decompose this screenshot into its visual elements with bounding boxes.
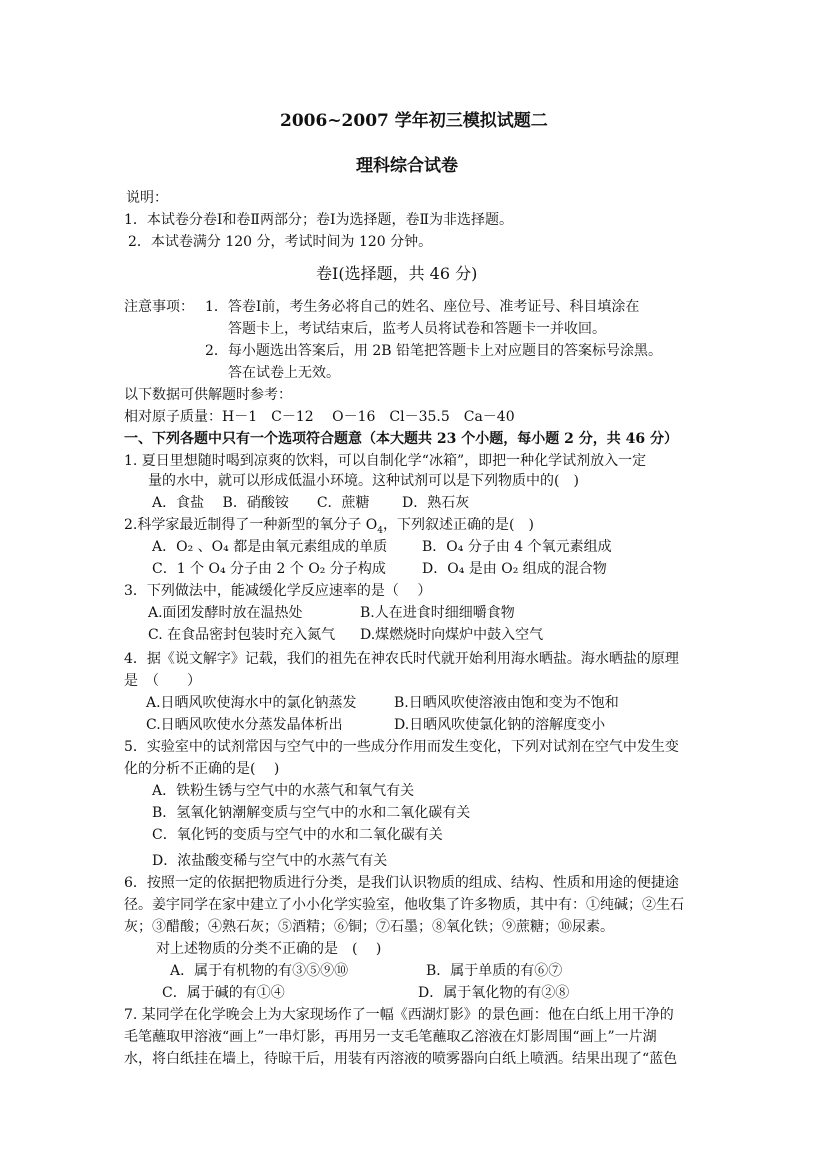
q5-stem-line-1: 5．实验室中的试剂常因与空气中的一些成分作用而发生变化，下列对试剂在空气中发生变 (124, 739, 679, 755)
q3-option-b: B.人在进食时细细嚼食物 (360, 605, 515, 621)
q4-stem-line-1: 4．据《说文解字》记载，我们的祖先在神农氏时代就开始利用海水晒盐。海水晒盐的原理 (124, 651, 679, 667)
q3-option-c: C. 在食品密封包装时充入氮气 (148, 627, 336, 643)
q5-option-b: B．氢氧化钠潮解变质与空气中的水和二氧化碳有关 (152, 805, 471, 821)
q6-option-c: C．属于碱的有①④ (162, 985, 285, 1001)
q1-stem-line-1: 1. 夏日里想随时喝到凉爽的饮料，可以自制化学“冰箱”，即把一种化学试剂放入一定 (124, 453, 647, 469)
q1-options: A．食盐 B．硝酸铵 C．蔗糖 D．熟石灰 (152, 495, 470, 511)
q3-option-d: D.煤燃烧时向煤炉中鼓入空气 (360, 627, 544, 643)
q6-stem-line-3: 灰；③醋酸；④熟石灰；⑤酒精；⑥铜；⑦石墨；⑧氧化铁；⑨蔗糖；⑩尿素。 (124, 919, 614, 935)
q2-option-d: D．O₄ 是由 O₂ 组成的混合物 (422, 561, 607, 577)
attention-label: 注意事项： (124, 299, 194, 315)
q4-option-d: D.日晒风吹使氯化钠的溶解度变小 (394, 717, 606, 733)
q5-option-c: C．氧化钙的变质与空气中的水和二氧化碳有关 (152, 827, 443, 843)
q2-option-b: B．O₄ 分子由 4 个氧元素组成 (422, 539, 612, 555)
q7-stem-line-2: 毛笔蘸取甲溶液“画上”一串灯影，再用另一支毛笔蘸取乙溶液在灯影周围“画上”一片湖 (124, 1029, 657, 1045)
part-one-heading: 一、下列各题中只有一个选项符合题意（本大题共 23 个小题，每小题 2 分，共 46 分） (124, 431, 678, 447)
page-title: 2006~2007 学年初三模拟试题二 (280, 111, 548, 131)
q3-stem: 3．下列做法中，能减缓化学反应速率的是（ ） (124, 583, 432, 599)
notes-item-1: 1．本试卷分卷Ⅰ和卷Ⅱ两部分；卷Ⅰ为选择题，卷Ⅱ为非选择题。 (124, 212, 513, 228)
section-title: 卷Ⅰ(选择题，共 46 分) (316, 264, 478, 283)
q4-option-a: A.日晒风吹使海水中的氯化钠蒸发 (146, 695, 357, 711)
q2-option-c: C．1 个 O₄ 分子由 2 个 O₂ 分子构成 (152, 561, 386, 577)
q3-option-a: A.面团发酵时放在温热处 (148, 605, 303, 621)
q6-option-b: B．属于单质的有⑥⑦ (426, 963, 563, 979)
q6-stem-line-4: 对上述物质的分类不正确的是 ( ) (156, 941, 382, 957)
attention-line-3: 2．每小题选出答案后，用 2B 铅笔把答题卡上对应题目的答案标号涂黑。 (205, 343, 663, 359)
q1-stem-line-2: 量的水中，就可以形成低温小环境。这种试剂可以是下列物质中的( ) (148, 473, 579, 489)
q4-stem-line-2: 是 （ ） (124, 673, 201, 689)
q5-option-a: A．铁粉生锈与空气中的水蒸气和氧气有关 (152, 783, 415, 799)
q6-stem-line-2: 径。姜宇同学在家中建立了小小化学实验室，他收集了许多物质，其中有：①纯碱；②生石 (124, 897, 684, 913)
q5-stem-line-2: 化的分析不正确的是( ) (124, 761, 280, 777)
q2-stem-sub: 4 (377, 525, 384, 536)
attention-line-4: 答在试卷上无效。 (228, 365, 340, 381)
q4-option-c: C.日晒风吹使水分蒸发晶体析出 (146, 717, 343, 733)
attention-line-2: 答题卡上，考试结束后，监考人员将试卷和答题卡一并收回。 (228, 321, 606, 337)
q5-option-d: D．浓盐酸变稀与空气中的水蒸气有关 (152, 853, 388, 869)
q6-option-d: D．属于氧化物的有②⑧ (418, 985, 570, 1001)
q4-option-b: B.日晒风吹使溶液由饱和变为不饱和 (394, 695, 619, 711)
q7-stem-line-1: 7. 某同学在化学晚会上为大家现场作了一幅《西湖灯影》的景色画：他在白纸上用干净的 (124, 1007, 674, 1023)
atomic-mass-line: 相对原子质量：H－1 C－12 O－16 Cl－35.5 Ca－40 (124, 409, 515, 425)
q2-stem-b: ，下列叙述正确的是( ) (383, 517, 534, 533)
q7-stem-line-3: 水，将白纸挂在墙上，待晾干后，用装有丙溶液的喷雾器向白纸上喷洒。结果出现了“蓝色 (124, 1051, 678, 1067)
notes-item-2: 2．本试卷满分 120 分，考试时间为 120 分钟。 (128, 234, 433, 250)
q6-option-a: A．属于有机物的有③⑤⑨⑩ (170, 963, 349, 979)
attention-line-1: 1．答卷Ⅰ前，考生务必将自己的姓名、座位号、准考证号、科目填涂在 (205, 299, 640, 315)
q2-option-a: A．O₂ 、O₄ 都是由氧元素组成的单质 (152, 539, 388, 555)
page-subtitle: 理科综合试卷 (356, 156, 458, 176)
q6-stem-line-1: 6．按照一定的依据把物质进行分类，是我们认识物质的组成、结构、性质和用途的便捷途 (124, 875, 679, 891)
q2-stem-a: 2.科学家最近制得了一种新型的氧分子 O (124, 517, 378, 533)
notes-heading: 说明： (126, 190, 168, 206)
reference-data-note: 以下数据可供解题时参考： (124, 387, 292, 403)
q2-stem (124, 516, 534, 534)
